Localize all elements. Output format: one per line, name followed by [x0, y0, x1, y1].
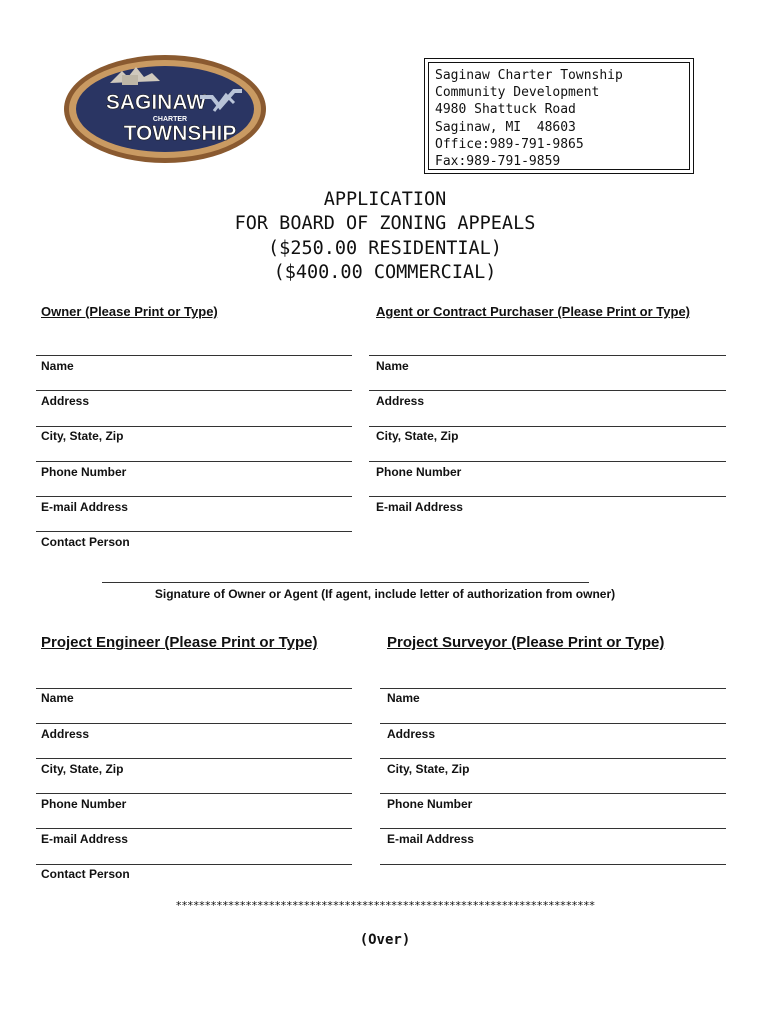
engineer-address-label: Address — [41, 727, 90, 741]
agent-phone-label: Phone Number — [376, 465, 462, 479]
over-label: (Over) — [359, 932, 411, 948]
owner-city-line[interactable] — [36, 426, 352, 427]
title-line-4: ($400.00 COMMERCIAL) — [273, 262, 497, 284]
svg-text:TOWNSHIP: TOWNSHIP — [123, 122, 237, 145]
agent-email-label: E-mail Address — [376, 500, 463, 514]
title-line-3: ($250.00 RESIDENTIAL) — [268, 237, 502, 259]
star-divider: ************************************************************************ — [175, 899, 595, 912]
owner-name-line[interactable] — [36, 355, 352, 356]
address-line-office: Office:989-791-9865 — [435, 136, 584, 152]
page-title — [0, 188, 770, 286]
engineer-city-label: City, State, Zip — [41, 762, 124, 776]
surveyor-city-line[interactable] — [380, 758, 726, 759]
address-box — [424, 58, 694, 174]
surveyor-name-line[interactable] — [380, 688, 726, 689]
township-logo — [62, 53, 268, 165]
owner-email-label: E-mail Address — [41, 500, 128, 514]
title-line-1: APPLICATION — [323, 189, 447, 210]
owner-city-label: City, State, Zip — [41, 429, 124, 443]
engineer-city-line[interactable] — [36, 758, 352, 759]
svg-text:CHARTER: CHARTER — [152, 116, 188, 123]
engineer-contact-line[interactable] — [36, 864, 352, 865]
agent-heading: Agent or Contract Purchaser (Please Print or Type) — [376, 304, 690, 319]
surveyor-city-label: City, State, Zip — [387, 762, 470, 776]
owner-name-label: Name — [41, 359, 74, 373]
owner-phone-label: Phone Number — [41, 465, 127, 479]
surveyor-end-line[interactable] — [380, 864, 726, 865]
owner-address-label: Address — [41, 394, 90, 408]
engineer-contact-label: Contact Person — [41, 867, 130, 881]
address-line-org: Saginaw Charter Township — [435, 68, 623, 83]
agent-city-line[interactable] — [369, 426, 726, 427]
surveyor-address-label: Address — [387, 727, 436, 741]
engineer-phone-line[interactable] — [36, 793, 352, 794]
engineer-heading: Project Engineer (Please Print or Type) — [41, 634, 318, 651]
agent-address-label: Address — [376, 394, 425, 408]
surveyor-phone-label: Phone Number — [387, 797, 473, 811]
engineer-email-label: E-mail Address — [41, 832, 128, 846]
address-line-city: Saginaw, MI 48603 — [435, 119, 576, 135]
agent-city-label: City, State, Zip — [376, 429, 459, 443]
engineer-phone-label: Phone Number — [41, 797, 127, 811]
surveyor-address-line[interactable] — [380, 723, 726, 724]
address-line-street: 4980 Shattuck Road — [435, 102, 576, 118]
owner-contact-label: Contact Person — [41, 535, 130, 549]
address-box-inner — [428, 62, 690, 170]
address-line-fax: Fax:989-791-9859 — [435, 154, 561, 170]
surveyor-heading: Project Surveyor (Please Print or Type) — [387, 634, 665, 651]
engineer-address-line[interactable] — [36, 723, 352, 724]
owner-heading: Owner (Please Print or Type) — [41, 304, 218, 319]
engineer-name-label: Name — [41, 691, 74, 705]
owner-phone-line[interactable] — [36, 461, 352, 462]
agent-phone-line[interactable] — [369, 461, 726, 462]
owner-email-line[interactable] — [36, 496, 352, 497]
signature-line[interactable] — [102, 582, 589, 583]
engineer-name-line[interactable] — [36, 688, 352, 689]
surveyor-phone-line[interactable] — [380, 793, 726, 794]
title-line-2: FOR BOARD OF ZONING APPEALS — [234, 213, 536, 235]
surveyor-email-label: E-mail Address — [387, 832, 474, 846]
surveyor-name-label: Name — [387, 691, 420, 705]
svg-text:SAGINAW: SAGINAW — [105, 91, 207, 114]
agent-name-line[interactable] — [369, 355, 726, 356]
signature-label: Signature of Owner or Agent (If agent, include letter of authorization from owner) — [154, 587, 616, 601]
engineer-email-line[interactable] — [36, 828, 352, 829]
agent-name-label: Name — [376, 359, 409, 373]
owner-contact-line[interactable] — [36, 531, 352, 532]
surveyor-email-line[interactable] — [380, 828, 726, 829]
agent-address-line[interactable] — [369, 390, 726, 391]
agent-email-line[interactable] — [369, 496, 726, 497]
owner-address-line[interactable] — [36, 390, 352, 391]
address-line-dept: Community Development — [435, 85, 600, 101]
township-seal-icon — [62, 53, 268, 165]
